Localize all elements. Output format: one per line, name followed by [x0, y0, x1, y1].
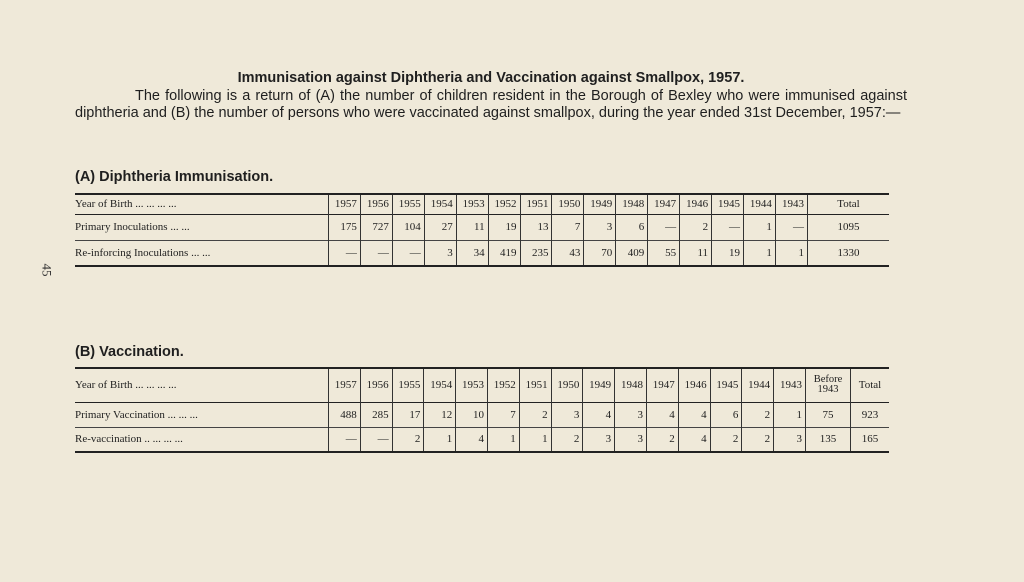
year-header: 1956	[360, 368, 392, 402]
table-cell: 1	[743, 240, 775, 266]
table-cell: —	[329, 427, 361, 452]
table-cell: 285	[360, 402, 392, 427]
total-cell: 165	[851, 427, 890, 452]
document-body	[75, 70, 907, 446]
table-header-row	[75, 368, 889, 402]
year-header: 1946	[678, 368, 710, 402]
year-header: 1949	[584, 194, 616, 214]
row-label: Re-vaccination .. ... ... ...	[75, 433, 183, 446]
year-header: 1948	[615, 368, 647, 402]
table-cell: 2	[742, 402, 774, 427]
table-cell: 4	[456, 427, 488, 452]
table-cell: 2	[710, 427, 742, 452]
year-header: 1943	[775, 194, 807, 214]
intro-paragraph: The following is a return of (A) the number of children resident in the Borough of Bexley who were immunised against diphtheria and (B) the number of persons who were vaccinated against smallpox, during the year ended 31st December, 1957:—	[75, 88, 907, 121]
table-cell: 4	[678, 402, 710, 427]
table-cell: 3	[424, 240, 456, 266]
year-of-birth-label: Year of Birth ... ... ... ...	[75, 379, 177, 392]
table-cell: 70	[584, 240, 616, 266]
table-cell: 1	[774, 402, 806, 427]
table-cell: 104	[392, 214, 424, 240]
table-cell: 11	[456, 214, 488, 240]
year-header: 1947	[646, 368, 678, 402]
year-header: 1952	[488, 194, 520, 214]
table-cell: 55	[648, 240, 680, 266]
table-cell: 2	[742, 427, 774, 452]
total-cell: 923	[851, 402, 890, 427]
table-cell: 6	[616, 214, 648, 240]
total-cell: 1095	[808, 214, 890, 240]
year-header: 1946	[680, 194, 712, 214]
table-cell: 10	[456, 402, 488, 427]
table-row	[75, 240, 889, 266]
year-header: 1952	[487, 368, 519, 402]
table-cell: —	[392, 240, 424, 266]
year-header: 1957	[329, 368, 361, 402]
table-cell: 11	[680, 240, 712, 266]
table-cell: 3	[774, 427, 806, 452]
year-header: 1947	[648, 194, 680, 214]
section-b-heading: (B) Vaccination.	[75, 344, 184, 360]
table-cell: —	[648, 214, 680, 240]
table-cell: —	[360, 427, 392, 452]
before-1943-cell: 135	[806, 427, 851, 452]
row-label: Primary Vaccination ... ... ...	[75, 408, 198, 421]
total-header: Total	[851, 368, 890, 402]
table-cell: 175	[329, 214, 361, 240]
section-a-heading: (A) Diphtheria Immunisation.	[75, 169, 274, 185]
year-header: 1954	[424, 194, 456, 214]
table-cell: 2	[680, 214, 712, 240]
before-1943-cell: 75	[806, 402, 851, 427]
table-cell: 4	[646, 402, 678, 427]
year-header: 1951	[519, 368, 551, 402]
year-header: 1955	[392, 194, 424, 214]
table-row	[75, 402, 889, 427]
table-cell: —	[329, 240, 361, 266]
before-1943-header	[806, 368, 851, 402]
table-cell: 419	[488, 240, 520, 266]
year-header: 1945	[710, 368, 742, 402]
table-cell: 3	[615, 427, 647, 452]
table-cell: 19	[712, 240, 744, 266]
vaccination-table	[75, 367, 889, 453]
table-cell: 6	[710, 402, 742, 427]
table-cell: 4	[678, 427, 710, 452]
year-header: 1948	[616, 194, 648, 214]
year-header: 1944	[743, 194, 775, 214]
table-cell: —	[360, 240, 392, 266]
table-cell: 2	[519, 402, 551, 427]
table-cell: 727	[360, 214, 392, 240]
year-header: 1950	[551, 368, 583, 402]
page-number: 45	[39, 263, 55, 277]
row-label: Primary Inoculations ... ...	[75, 221, 190, 233]
table-cell: —	[712, 214, 744, 240]
table-cell: 4	[583, 402, 615, 427]
table-cell: 3	[584, 214, 616, 240]
table-cell: 1	[519, 427, 551, 452]
year-header: 1945	[712, 194, 744, 214]
table-cell: 3	[583, 427, 615, 452]
year-header: 1954	[424, 368, 456, 402]
year-header: 1953	[456, 368, 488, 402]
year-header: 1956	[360, 194, 392, 214]
row-label: Re-inforcing Inoculations ... ...	[75, 246, 211, 259]
year-header: 1953	[456, 194, 488, 214]
table-cell: 34	[456, 240, 488, 266]
year-header: 1943	[774, 368, 806, 402]
table-row	[75, 427, 889, 452]
table-cell: 1	[424, 427, 456, 452]
table-cell: 43	[552, 240, 584, 266]
table-cell: 2	[392, 427, 424, 452]
table-cell: 1	[743, 214, 775, 240]
table-cell: —	[775, 214, 807, 240]
year-header: 1957	[329, 194, 361, 214]
diphtheria-table	[75, 193, 889, 267]
year-header: 1955	[392, 368, 424, 402]
year-header: 1950	[552, 194, 584, 214]
table-cell: 7	[487, 402, 519, 427]
table-cell: 7	[552, 214, 584, 240]
table-cell: 1	[487, 427, 519, 452]
total-cell: 1330	[808, 240, 890, 266]
table-cell: 1	[775, 240, 807, 266]
table-cell: 27	[424, 214, 456, 240]
table-cell: 17	[392, 402, 424, 427]
before-label: Before	[813, 374, 843, 386]
table-cell: 235	[520, 240, 552, 266]
table-cell: 3	[615, 402, 647, 427]
table-cell: 409	[616, 240, 648, 266]
table-row	[75, 214, 889, 240]
year-header: 1944	[742, 368, 774, 402]
table-cell: 13	[520, 214, 552, 240]
year-header: 1949	[583, 368, 615, 402]
before-year: 1943	[817, 384, 839, 396]
table-header-row	[75, 194, 889, 214]
table-cell: 2	[551, 427, 583, 452]
table-cell: 3	[551, 402, 583, 427]
table-cell: 488	[329, 402, 361, 427]
table-cell: 19	[488, 214, 520, 240]
year-of-birth-label: Year of Birth ... ... ... ...	[75, 198, 177, 211]
total-header: Total	[808, 194, 890, 214]
table-cell: 12	[424, 402, 456, 427]
page-title: Immunisation against Diphtheria and Vaccination against Smallpox, 1957.	[237, 70, 745, 86]
table-cell: 2	[646, 427, 678, 452]
year-header: 1951	[520, 194, 552, 214]
